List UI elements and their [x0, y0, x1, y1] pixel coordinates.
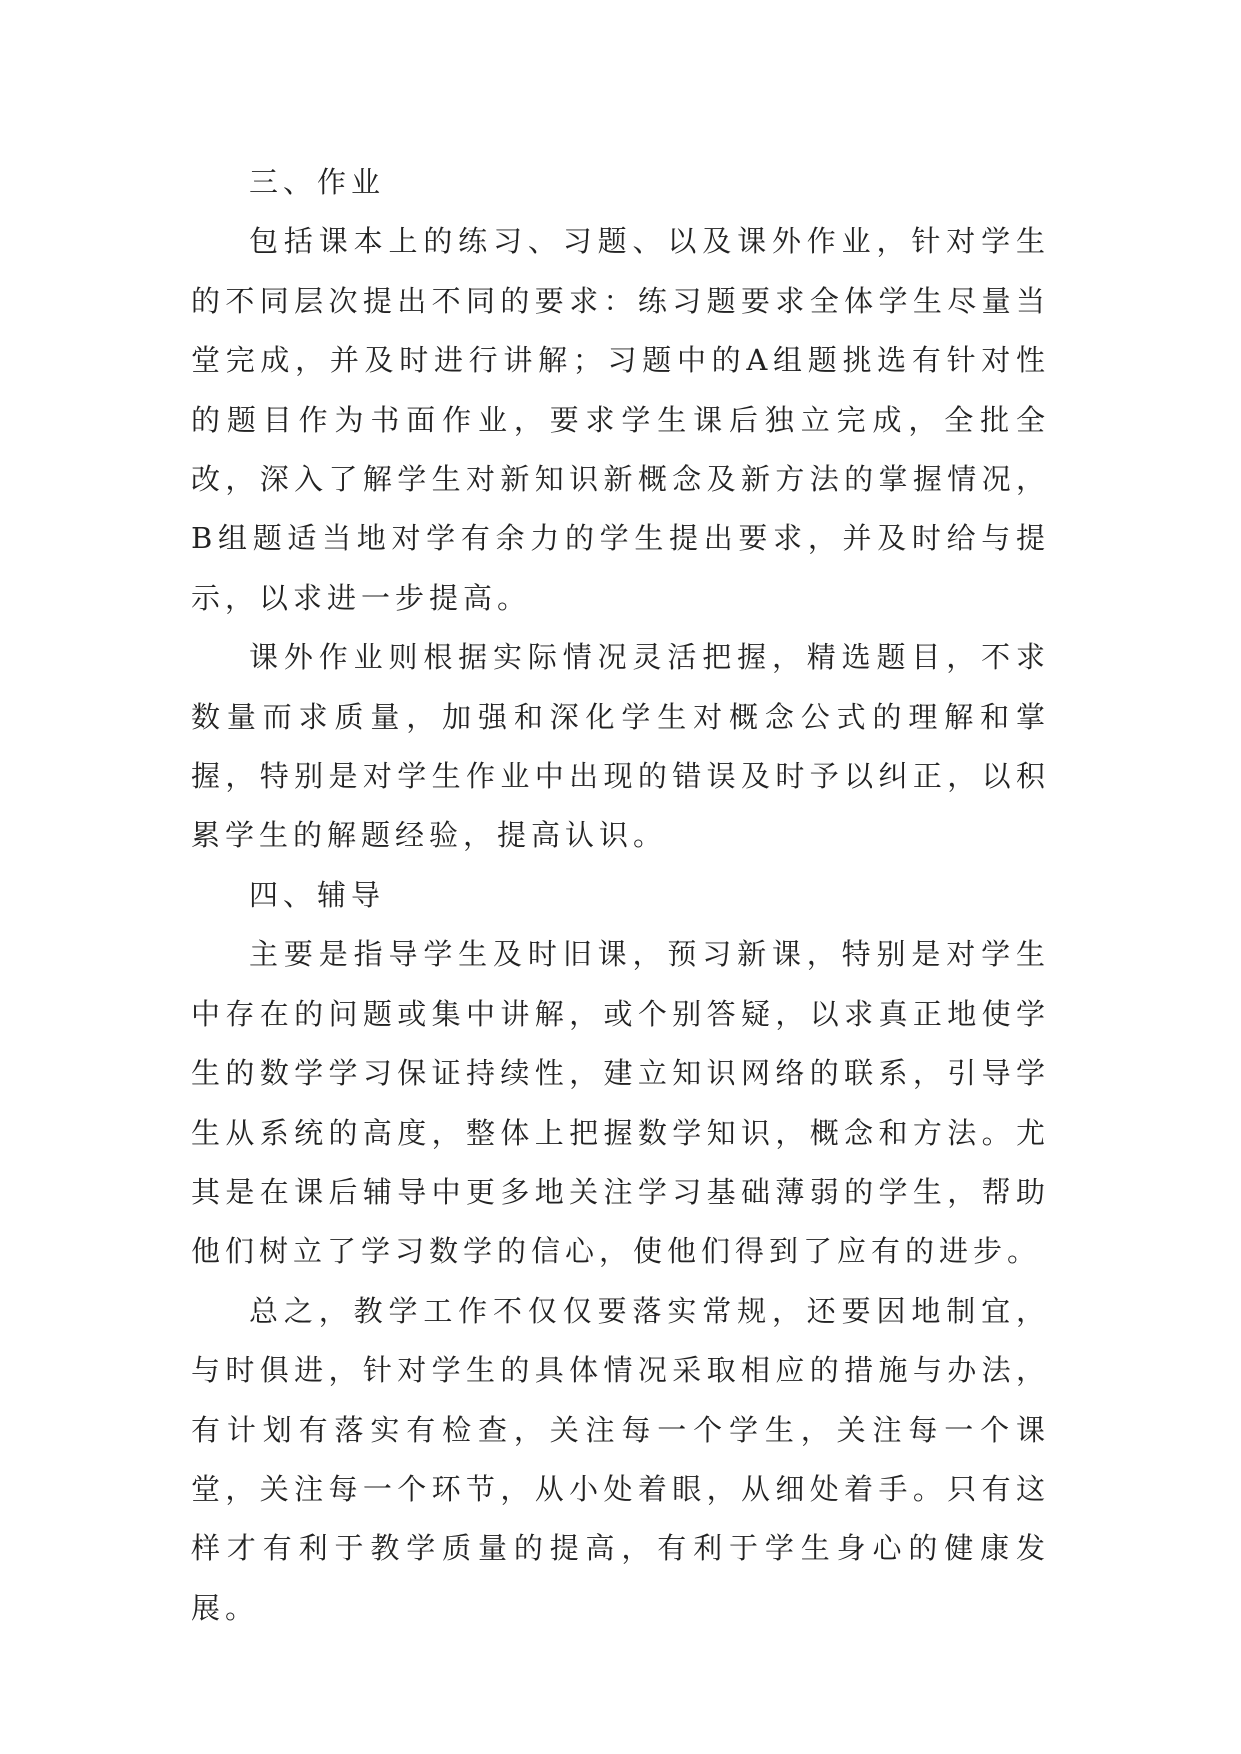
section-heading-tutoring: 四、辅导	[249, 877, 386, 912]
paragraph-homework-requirements: 包括课本上的练习、习题、以及课外作业，针对学生的不同层次提出不同的要求：练习题要求全体学生尽量当堂完成，并及时进行讲解；习题中的A组题挑选有针对性的题目作为书面作业，要求学生课后独立完成，全批全改，深入了解学生对新知识新概念及新方法的掌握情况，B组题适当地对学有余力的学生提出要求，并及时给与提示，以求进一步提高。	[191, 224, 1050, 615]
paragraph-conclusion: 总之，教学工作不仅仅要落实常规，还要因地制宜，与时俱进，针对学生的具体情况采取相应的措施与办法，有计划有落实有检查，关注每一个学生，关注每一个课堂，关注每一个环节，从小处着眼，从细处着手。只有这样才有利于教学质量的提高，有利于学生身心的健康发展。	[191, 1293, 1050, 1625]
paragraph-extracurricular-homework: 课外作业则根据实际情况灵活把握，精选题目，不求数量而求质量，加强和深化学生对概念公式的理解和掌握，特别是对学生作业中出现的错误及时予以纠正，以积累学生的解题经验，提高认识。	[191, 640, 1050, 853]
document-body	[191, 153, 1050, 1638]
paragraph-tutoring: 主要是指导学生及时旧课，预习新课，特别是对学生中存在的问题或集中讲解，或个别答疑，以求真正地使学生的数学学习保证持续性，建立知识网络的联系，引导学生从系统的高度，整体上把握数学知识，概念和方法。尤其是在课后辅导中更多地关注学习基础薄弱的学生，帮助他们树立了学习数学的信心，使他们得到了应有的进步。	[191, 937, 1050, 1269]
section-heading-homework: 三、作业	[249, 165, 386, 199]
